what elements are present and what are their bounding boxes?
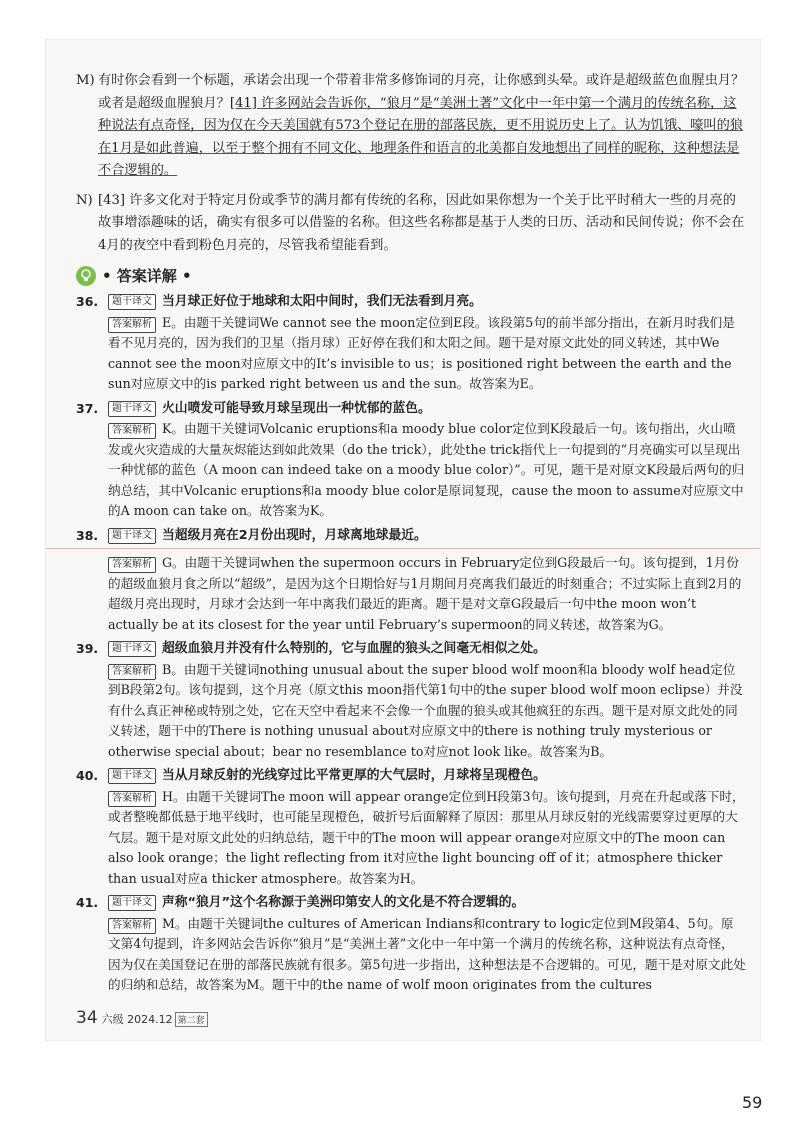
answer-item-head xyxy=(76,639,746,660)
answer-item xyxy=(76,766,746,889)
passage-letter: N) xyxy=(76,192,93,208)
analysis-badge: 答案解析 xyxy=(108,423,156,439)
answer-item xyxy=(76,399,746,522)
question-translation: 当从月球反射的光线穿过比平常更厚的大气层时，月球将呈现橙色。 xyxy=(162,768,546,783)
passage-m xyxy=(76,70,746,183)
answer-item xyxy=(76,292,746,395)
translation-badge: 题干译文 xyxy=(108,641,156,657)
question-translation: 声称“狼月”这个名称源于美洲印第安人的文化是不符合逻辑的。 xyxy=(162,895,525,910)
answer-list xyxy=(76,292,746,996)
answer-item xyxy=(76,526,746,636)
answer-analysis xyxy=(76,553,746,635)
page-footer xyxy=(76,1008,208,1028)
answer-analysis xyxy=(76,914,746,996)
answer-item-head xyxy=(76,893,746,914)
analysis-text: K。由题干关键词Volcanic eruptions和a moody blue color定位到K段最后一句。该句指出，火山喷发或火灾造成的大量灰烬能达到如此效果（do the trick），此处the trick指代上一句提到的“月亮确实可以呈现出一种忧郁的蓝色（A moon can indeed take on a moody blue color）”。可见，题干是对原文K段最后两句的归纳总结，其中Volcanic eruptions和a moody blue color是原词复现，cause the moon to assume对应原文中的A moon can take on。故答案为K。 xyxy=(108,421,745,518)
answer-section-header xyxy=(76,265,746,286)
analysis-badge: 答案解析 xyxy=(108,791,156,807)
question-number: 40. xyxy=(76,768,99,783)
answer-item-head xyxy=(76,399,746,420)
passage-text-underlined: [41] 许多网站会告诉你，“狼月”是“美洲土著”文化中一年中第一个满月的传统名称，这种说法有点奇怪，因为仅在今天美国就有573个登记在册的部落民族，更不用说历史上了。认为饥饿、嚎叫的狼在1月是如此普遍，以至于整个拥有不同文化、地理条件和语言的北美都自发地想出了同样的昵称，这种想法是不合逻辑的。 xyxy=(98,95,743,178)
analysis-badge: 答案解析 xyxy=(108,664,156,680)
analysis-text: H。由题干关键词The moon will appear orange定位到H段第3句。该句提到，月亮在升起或落下时，或者整晚都低悬于地平线时，也可能呈现橙色，破折号后面解释了原因：那里从月球反射的光线需要穿过更厚的大气层。题干是对原文此处的归纳总结，题干中的The moon will appear orange对应原文中的The moon can also look orange；the light reflecting from it对应the light bouncing off of it；atmosphere thicker than usual对应a thicker atmosphere。故答案为H。 xyxy=(108,788,745,886)
translation-badge: 题干译文 xyxy=(108,768,156,784)
passage-text-plain: 有时你会看到一个标题，承诺会出现一个带着非常多修饰词的月亮，让你感到头晕。或许是超级蓝色血腥虫月？或者是超级血腥狼月？ xyxy=(98,73,745,111)
question-translation: 火山喷发可能导致月球呈现出一种忧郁的蓝色。 xyxy=(162,400,431,416)
passage-letter: M) xyxy=(76,73,95,88)
analysis-text: B。由题干关键词nothing unusual about the super blood wolf moon和a bloody wolf head定位到B段第2句。该句提到，这个月亮（原文this moon指代第1句中的the super blood wolf moon eclipse）并没有什么真正神秘或特别之处，它在天空中看起来不会像一个血腥的狼头或其他疯狂的东西。题干是对原文此处的同义转述，题干中的There is nothing unusual about对应原文中的there is nothing truly mysterious or otherwise special about；bear no resemblance to对应not look like。故答案为B。 xyxy=(108,661,743,759)
answer-item xyxy=(76,639,746,762)
translation-badge: 题干译文 xyxy=(108,401,156,417)
question-translation: 超级血狼月并没有什么特别的，它与血腥的狼头之间毫无相似之处。 xyxy=(162,641,546,656)
translation-badge: 题干译文 xyxy=(108,895,156,911)
answer-analysis xyxy=(76,313,746,395)
page-fold-line xyxy=(46,548,760,549)
translation-badge: 题干译文 xyxy=(108,294,156,310)
answer-analysis xyxy=(76,660,746,763)
question-translation: 当月球正好位于地球和太阳中间时，我们无法看到月亮。 xyxy=(162,294,482,309)
document-page xyxy=(46,40,760,1040)
footer-tag: 第二套 xyxy=(175,1012,208,1027)
passage-n xyxy=(76,190,746,258)
question-number: 41. xyxy=(76,895,99,910)
passage-text: [43] 许多文化对于特定月份或季节的满月都有传统的名称，因此如果你想为一个关于比平时稍大一些的月亮的故事增添趣味的话，确实有很多可以借鉴的名称。但这些名称都是基于人类的日历、活动和民间传说；你不会在4月的夜空中看到粉色月亮的，尽管我希望能看到。 xyxy=(98,192,745,253)
page-content xyxy=(76,70,746,1000)
analysis-badge: 答案解析 xyxy=(108,918,156,934)
section-title: • 答案详解 • xyxy=(102,267,192,285)
footer-text: 六级 2024.12 xyxy=(101,1013,173,1026)
answer-item xyxy=(76,893,746,996)
question-number: 38. xyxy=(76,527,99,543)
passage-text xyxy=(98,70,746,183)
scan-page-number: 59 xyxy=(742,1093,763,1112)
question-translation: 当超级月亮在2月份出现时，月球离地球最近。 xyxy=(162,527,427,543)
question-number: 39. xyxy=(76,641,99,656)
answer-analysis xyxy=(76,419,746,522)
translation-badge: 题干译文 xyxy=(108,528,156,544)
analysis-badge: 答案解析 xyxy=(108,317,156,333)
analysis-text: G。由题干关键词when the supermoon occurs in February定位到G段最后一句。该句提到，1月份的超级血狼月食之所以“超级”，是因为这个日期恰好与1月期间月亮离我们最近的时刻重合；不过实际上直到2月的超级月亮出现时，月球才会达到一年中离我们最近的距离。题干是对文章G段最后一句中the moon won’t actually be at its closest for the year until February’s supermoon的同义转述，故答案为G。 xyxy=(108,555,742,632)
analysis-badge: 答案解析 xyxy=(108,557,156,573)
answer-item-head xyxy=(76,766,746,787)
footer-page-number: 34 xyxy=(76,1008,98,1028)
answer-item-head xyxy=(76,292,746,313)
answer-analysis xyxy=(76,787,746,890)
analysis-text: E。由题干关键词We cannot see the moon定位到E段。该段第5句的前半部分指出，在新月时我们是看不见月亮的，因为我们的卫星（指月球）正好停在我们和太阳之间。题干是对原文此处的同义转述，其中We cannot see the moon对应原文中的It’s invisible to us；is positioned right between the earth and the sun对应原文中的is parked right between us and the sun。故答案为E。 xyxy=(108,314,735,391)
question-number: 37. xyxy=(76,400,99,416)
lightbulb-icon xyxy=(76,266,96,286)
answer-item-head xyxy=(76,526,746,547)
question-number: 36. xyxy=(76,294,99,309)
analysis-text: M。由题干关键词the cultures of American Indians和contrary to logic定位到M段第4、5句。原文第4句提到，许多网站会告诉你“狼月”是“美洲土著”文化中一年中第一个满月的传统名称，这种说法有点奇怪，因为仅在美国登记在册的部落民族就有很多。第5句进一步指出，这种想法是不合逻辑的。可见，题干是对原文此处的归纳和总结，故答案为M。题干中的the name of wolf moon originates from the cultures xyxy=(108,915,746,992)
